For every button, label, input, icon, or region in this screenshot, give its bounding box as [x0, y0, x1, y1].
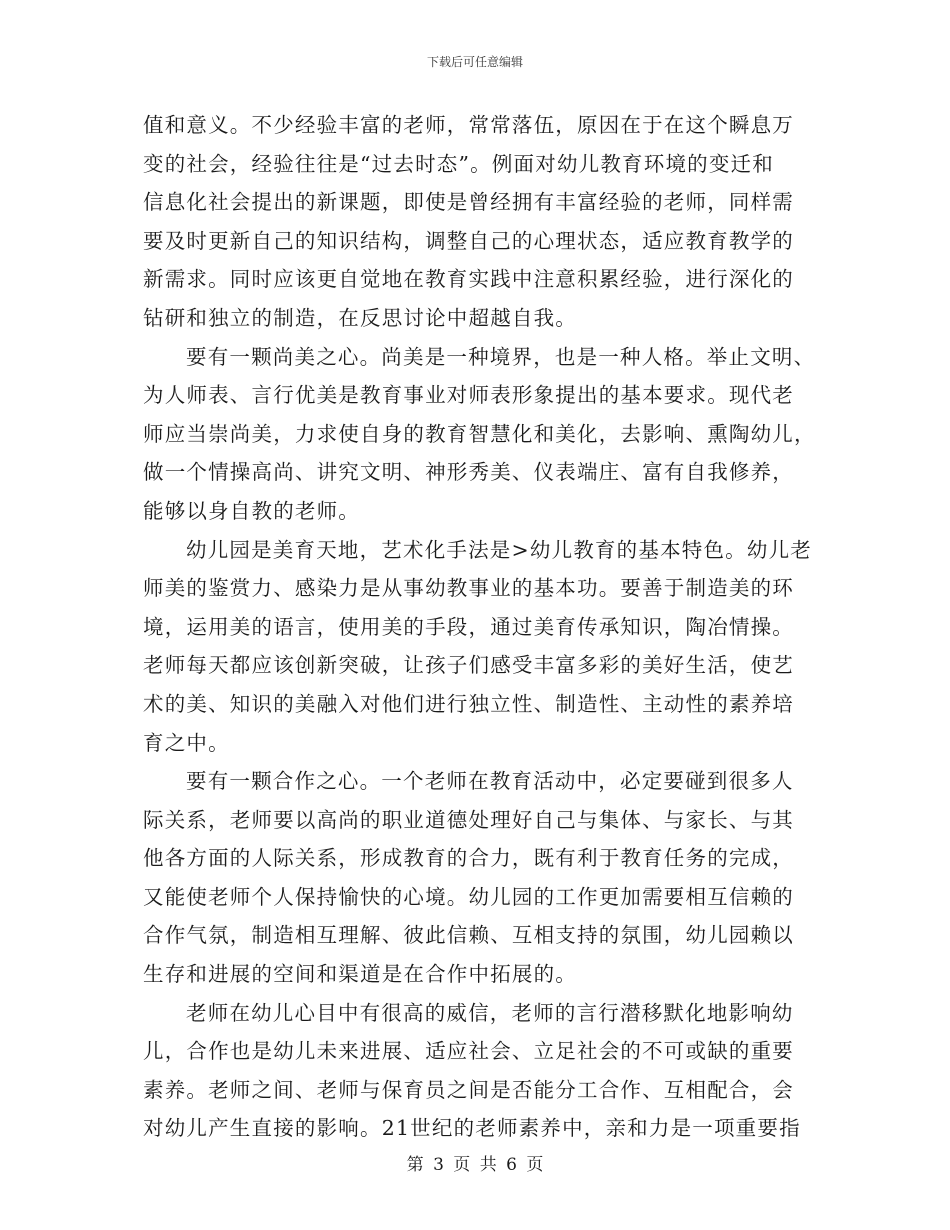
paragraph-2 [143, 338, 816, 531]
paragraph-3 [143, 531, 810, 763]
paragraph-5 [143, 994, 810, 1148]
text-line: 要及时更新自己的知识结构，调整自己的心理状态，适应教育教学的 [143, 228, 794, 253]
text-line: 为人师表、言行优美是教育事业对师表形象提出的基本要求。现代老 [143, 383, 794, 408]
text-line: 育之中。 [143, 730, 230, 755]
text-line: 素养。老师之间、老师与保育员之间是否能分工合作、互相配合，会 [143, 1077, 794, 1102]
text-line: 幼儿园是美育天地，艺术化手法是>幼儿教育的基本特色。幼儿老 [186, 537, 812, 562]
text-line: 新需求。同时应该更自觉地在教育实践中注意积累经验，进行深化的 [143, 267, 794, 292]
text-line: 钻研和独立的制造，在反思讨论中超越自我。 [143, 305, 577, 330]
text-line: 值和意义。不少经验丰富的老师，常常落伍，原因在于在这个瞬息万 [143, 113, 794, 137]
text-line: 术的美、知识的美融入对他们进行独立性、制造性、主动性的素养培 [143, 691, 794, 716]
text-line: 他各方面的人际关系，形成教育的合力，既有利于教育任务的完成， [143, 846, 794, 871]
text-line: 儿，合作也是幼儿未来进展、适应社会、立足社会的不可或缺的重要 [143, 1039, 794, 1064]
text-line: 对幼儿产生直接的影响。21世纪的老师素养中，亲和力是一项重要指 [143, 1116, 801, 1141]
text-line: 际关系，老师要以高尚的职业道德处理好自己与集体、与家长、与其 [143, 807, 794, 832]
page-number-footer: 第 3 页 共 6 页 [406, 1155, 544, 1175]
text-line: 做一个情操高尚、讲究文明、神形秀美、仪表端庄、富有自我修养， [143, 460, 794, 485]
document-body [143, 106, 816, 1148]
paragraph-1 [143, 106, 810, 338]
page-header: 下载后可任意编辑 [426, 55, 523, 69]
text-line: 变的社会，经验往往是“过去时态”。例面对幼儿教育环境的变迁和 [143, 151, 774, 176]
text-line: 信息化社会提出的新课题，即使是曾经拥有丰富经验的老师，同样需 [143, 190, 794, 215]
paragraph-4 [143, 762, 810, 994]
text-line: 老师在幼儿心目中有很高的威信，老师的言行潜移默化地影响幼 [186, 1000, 794, 1025]
text-line: 师美的鉴赏力、感染力是从事幼教事业的基本功。要善于制造美的环 [143, 576, 794, 601]
text-line: 师应当崇尚美，力求使自身的教育智慧化和美化，去影响、熏陶幼儿， [143, 421, 816, 446]
text-line: 老师每天都应该创新突破，让孩子们感受丰富多彩的美好生活，使艺 [143, 653, 794, 678]
text-line: 要有一颗尚美之心。尚美是一种境界，也是一种人格。举止文明、 [186, 344, 816, 369]
text-line: 要有一颗合作之心。一个老师在教育活动中，必定要碰到很多人 [186, 769, 794, 794]
text-line: 境，运用美的语言，使用美的手段，通过美育传承知识，陶冶情操。 [143, 614, 794, 639]
text-line: 又能使老师个人保持愉快的心境。幼儿园的工作更加需要相互信赖的 [143, 884, 794, 909]
text-line: 能够以身自教的老师。 [143, 498, 360, 523]
text-line: 生存和进展的空间和渠道是在合作中拓展的。 [143, 962, 577, 987]
text-line: 合作气氛，制造相互理解、彼此信赖、互相支持的氛围，幼儿园赖以 [143, 923, 794, 948]
